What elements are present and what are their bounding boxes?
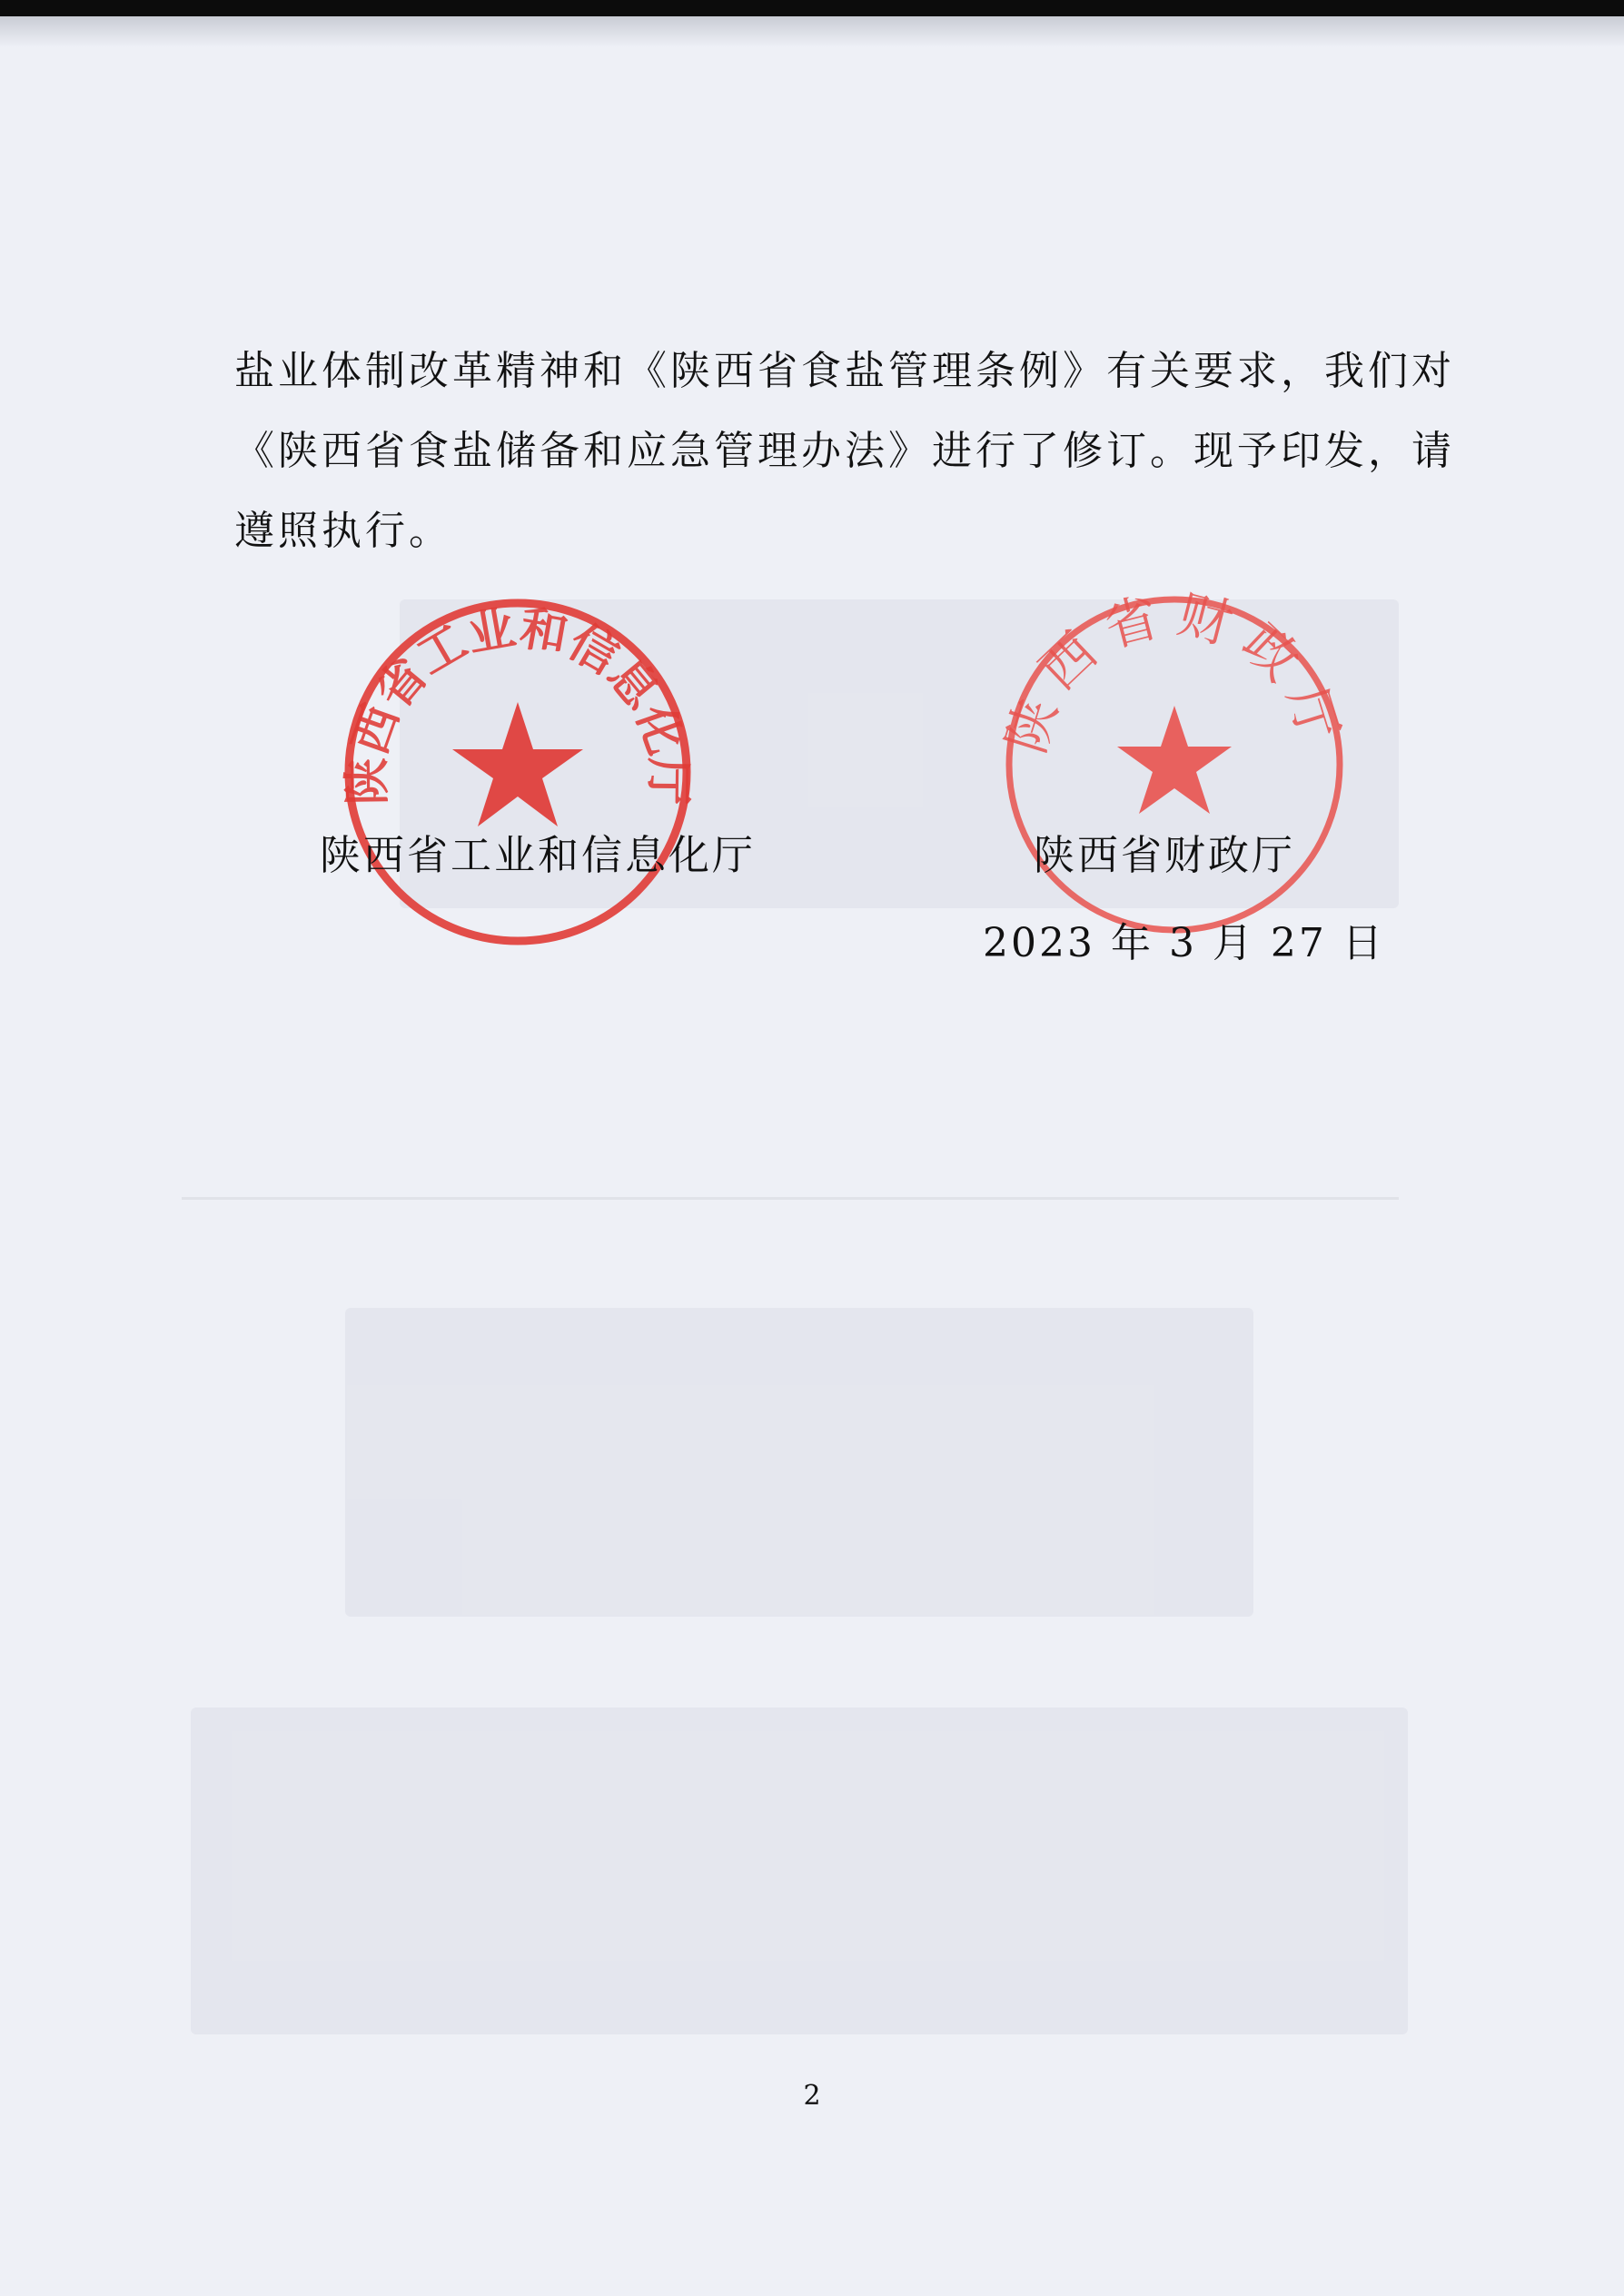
issue-date: 2023 年 3 月 27 日 xyxy=(983,920,1385,966)
seal-graphic xyxy=(995,582,1354,937)
seal-finance-dept xyxy=(995,582,1354,937)
seal-graphic xyxy=(341,595,695,949)
signature-right: 陕西省财政厅 xyxy=(1034,831,1296,879)
page-number: 2 xyxy=(803,2080,821,2112)
scan-top-shadow xyxy=(0,16,1624,47)
seal-industry-info-dept xyxy=(341,595,695,949)
body-line: 盐业体制改革精神和《陕西省食盐管理条例》有关要求，我们对 xyxy=(234,348,1455,394)
notice-body xyxy=(234,332,1455,571)
signature-left: 陕西省工业和信息化厅 xyxy=(320,831,757,879)
scan-top-edge xyxy=(0,0,1624,16)
body-line: 《陕西省食盐储备和应急管理办法》进行了修订。现予印发，请 xyxy=(234,428,1455,474)
seal-text: 陕西省工业和信息化厅 xyxy=(339,599,697,806)
bleed-through-area xyxy=(345,1308,1253,1617)
bleed-through-area xyxy=(191,1707,1408,2034)
star-icon xyxy=(1117,706,1232,814)
body-line: 遵照执行。 xyxy=(234,508,452,554)
seal-text: 陕西省财政厅 xyxy=(995,582,1354,760)
star-icon xyxy=(452,702,583,826)
bleed-through-rule xyxy=(182,1197,1399,1200)
